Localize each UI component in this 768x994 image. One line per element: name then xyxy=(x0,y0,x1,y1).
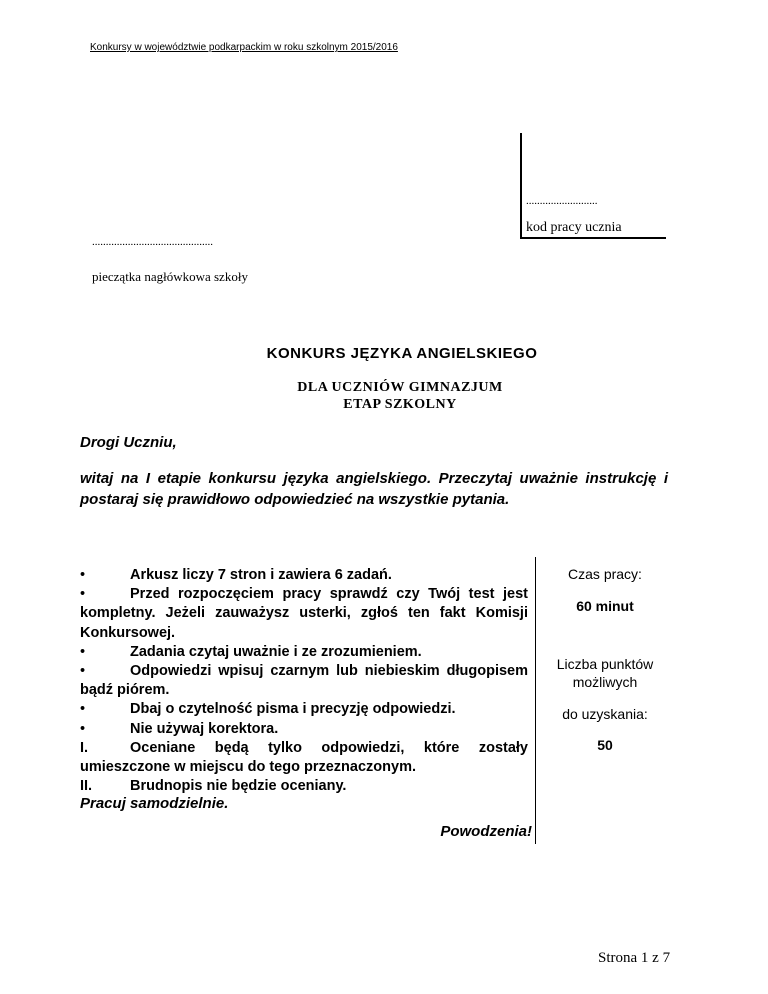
instruction-item: • Odpowiedzi wpisuj czarnym lub niebieskim długopisem bądź piórem. xyxy=(80,663,528,699)
roman-numeral-marker: I. xyxy=(80,739,89,756)
bullet-icon: • xyxy=(80,720,86,737)
instruction-item: • Przed rozpoczęciem pracy sprawdź czy Twój test jest kompletny. Jeżeli zauważysz usterki, zgłoś ten fakt Komisji Konkursowej. xyxy=(80,586,528,641)
contest-subtitle-audience: DLA UCZNIÓW GIMNAZJUM xyxy=(297,380,503,395)
instruction-item: II. Brudnopis nie będzie oceniany. xyxy=(80,777,528,796)
instruction-item: • Arkusz liczy 7 stron i zawiera 6 zadań. xyxy=(80,566,528,585)
greeting: Drogi Uczniu, xyxy=(80,434,177,451)
student-code-box-left-border xyxy=(520,133,522,238)
header-competition-note: Konkursy w województwie podkarpackim w roku szkolnym 2015/2016 xyxy=(90,42,398,53)
student-code-dots: .......................... xyxy=(526,195,598,207)
bullet-icon: • xyxy=(80,701,86,718)
instruction-item: • Nie używaj korektora. xyxy=(80,720,528,739)
intro-text: witaj na I etapie konkursu języka angielskiego. Przeczytaj uważnie instrukcję i postaraj się prawidłowo odpowiedzieć na wszystkie pytania. xyxy=(80,470,668,508)
student-code-box-bottom-border xyxy=(520,237,666,239)
time-value: 60 minut xyxy=(576,598,634,614)
contest-subtitle-stage: ETAP SZKOLNY xyxy=(343,397,457,412)
page-number: Strona 1 z 7 xyxy=(598,950,671,966)
roman-numeral-marker: II. xyxy=(80,778,93,795)
points-label-line2: możliwych xyxy=(572,674,638,690)
points-label-line3: do uzyskania: xyxy=(562,706,648,722)
school-stamp-dots: ............................................ xyxy=(92,236,213,248)
contest-title: KONKURS JĘZYKA ANGIELSKIEGO xyxy=(266,345,538,362)
bullet-icon: • xyxy=(80,567,86,583)
instruction-item: • Zadania czytaj uważnie i ze zrozumieniem. xyxy=(80,643,528,662)
school-stamp-label: pieczątka nagłówkowa szkoły xyxy=(92,269,248,284)
instruction-item: • Dbaj o czytelność pisma i precyzję odpowiedzi. xyxy=(80,700,528,719)
bullet-icon: • xyxy=(80,663,86,680)
bullet-icon: • xyxy=(80,643,86,660)
points-value: 50 xyxy=(597,737,613,753)
bullet-icon: • xyxy=(80,586,86,603)
work-independently-note: Pracuj samodzielnie. xyxy=(80,795,229,812)
student-code-label: kod pracy ucznia xyxy=(526,220,622,235)
time-label: Czas pracy: xyxy=(568,566,642,582)
instruction-item: I. Oceniane będą tylko odpowiedzi, które zostały umieszczone w miejscu do tego przeznaczonym. xyxy=(80,739,528,776)
instructions-list xyxy=(80,566,528,796)
points-label-line1: Liczba punktów xyxy=(556,656,654,672)
good-luck-note: Powodzenia! xyxy=(440,823,532,840)
column-divider xyxy=(535,557,536,844)
